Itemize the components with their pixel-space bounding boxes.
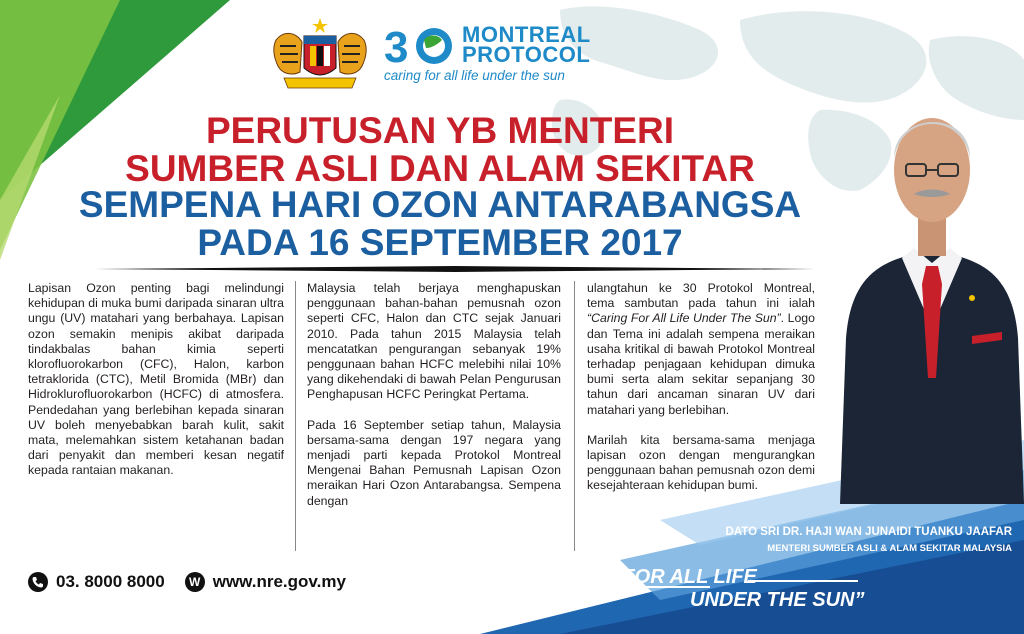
theme-quote: “Caring For All Life Under The Sun”: [587, 311, 781, 326]
website-link[interactable]: www.nre.gov.my: [212, 572, 346, 591]
mp-title-line2: PROTOCOL: [462, 42, 591, 67]
body-column-1: [28, 281, 284, 494]
column-divider: [574, 281, 575, 551]
slogan-line2: UNDER THE SUN”: [690, 589, 865, 611]
minister-name: DATO SRI DR. HAJI WAN JUNAIDI TUANKU JAAFAR: [725, 526, 1012, 538]
column2-paragraph-1: Malaysia telah berjaya menghapuskan penggunaan bahan-bahan pemusnah ozon seperti CFC, Halon dan CTC sejak Januari 2010. Pada tahun 2015 Malaysia telah mencatatkan pengurangan sebanyak 19% penggunaan bahan HCFC melebihi nilai 10% yang dikehendaki di bawah Pelan Pengurusan Penghapusan HCFC Peringkat Pertama.: [307, 281, 561, 402]
slogan-line1: “CARING FOR ALL LIFE: [528, 566, 757, 588]
ozon-30-mark-icon: [384, 22, 458, 68]
headline-line3: SEMPENA HARI OZON ANTARABANGSA: [78, 184, 802, 225]
mp-tagline: caring for all life under the sun: [384, 68, 565, 83]
column3-paragraph-2: Marilah kita bersama-sama menjaga lapisan ozon dengan mengurangkan penggunaan bahan pemusnah ozon demi kesejahteraan kehidupan bumi.: [587, 432, 815, 493]
column2-paragraph-2: Pada 16 September setiap tahun, Malaysia bersama-sama dengan 197 negara yang menjadi parti kepada Protokol Montreal Mengenai Bahan Pemusnah Lapisan Ozon meraikan Hari Ozon Antarabangsa. Sempena dengan: [307, 417, 561, 508]
column3-text: . Logo dan Tema ini adalah sempena meraikan usaha kritikal di bawah Protokol Montreal terhadap penjagaan kehidupan dimuka bumi serta alam sekitar sepanjang 30 tahun dari ancaman sinaran UV dari matahari yang berlebihan.: [587, 311, 815, 417]
column3-paragraph-1: [587, 281, 815, 418]
minister-portrait: [840, 88, 1024, 504]
column1-paragraph: Lapisan Ozon penting bagi melindungi kehidupan di muka bumi daripada sinaran ultra ungu (UV) matahari yang berbahaya. Lapisan ozon semakin menipis akibat daripada tindakbalas bahan kimia seperti klorofluorokarbon (CFC), Halon, karbon tetraklorida (CTC), Metil Bromida (MBr) dan Hidroklurofluorokarbon (HCFC) di atmosfera. Pendedahan yang berlebihan kepada sinaran UV boleh menyebabkan barah kulit, sakit mata, melemahkan sistem ketahanan badan dari penyakit dan memberi kesan negatif kepada rantaian makanan.: [28, 281, 284, 478]
body-column-3: [587, 281, 815, 509]
headline-line4: PADA 16 SEPTEMBER 2017: [197, 222, 683, 263]
title-divider: [95, 266, 815, 272]
phone-number[interactable]: 03. 8000 8000: [56, 572, 165, 591]
slogan-rule: [748, 580, 858, 582]
headline-line1: PERUTUSAN YB MENTERI: [205, 110, 675, 151]
minister-title: MENTERI SUMBER ASLI & ALAM SEKITAR MALAYSIA: [767, 543, 1012, 554]
phone-icon: [28, 572, 48, 592]
montreal-protocol-logo: [384, 20, 604, 88]
body-column-2: [307, 281, 561, 524]
column3-text: ulangtahun ke 30 Protokol Montreal, tema sambutan pada tahun ini ialah: [587, 281, 815, 311]
malaysia-coat-of-arms-icon: [270, 16, 370, 92]
web-icon: W: [185, 572, 205, 592]
headline-line2: SUMBER ASLI DAN ALAM SEKITAR: [125, 148, 755, 189]
contact-bar: [28, 568, 346, 596]
svg-text:3: 3: [384, 23, 409, 68]
mp-title-line1: MONTREAL: [462, 22, 591, 47]
column-divider: [295, 281, 296, 551]
